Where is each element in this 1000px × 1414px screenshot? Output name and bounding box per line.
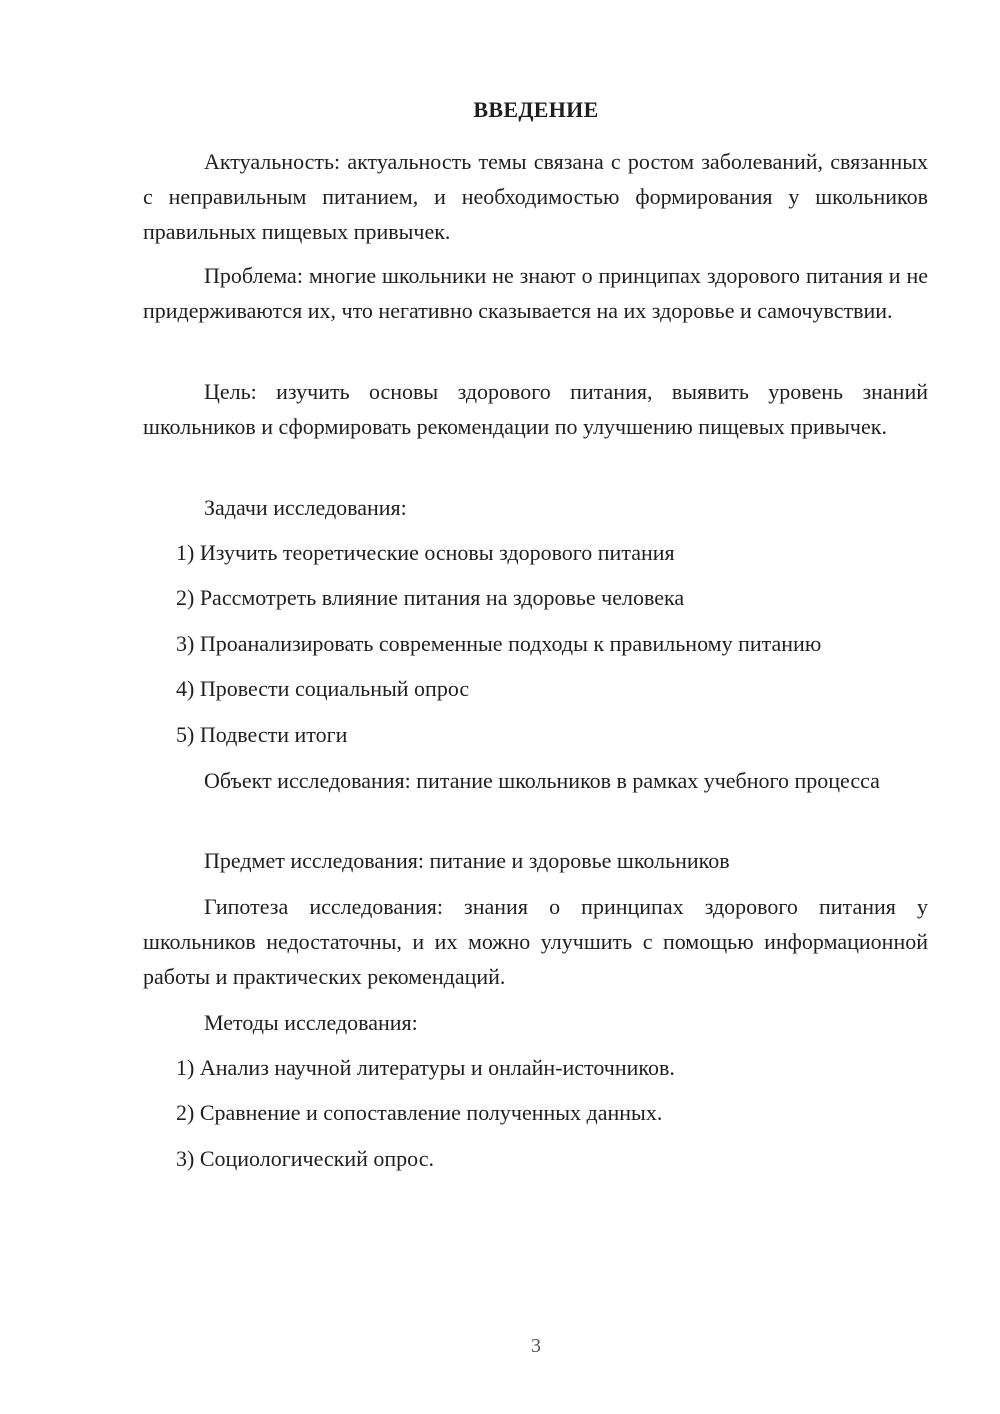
tasks-title: Задачи исследования: (204, 495, 407, 520)
paragraph-relevance: Актуальность: актуальность темы связана с ростом заболеваний, связанных с неправильным питанием, и необходимостью формирования у школьников правильных пищевых привычек. (143, 149, 928, 244)
paragraph-subject: Предмет исследования: питание и здоровье школьников (204, 848, 730, 873)
section-heading: ВВЕДЕНИЕ (473, 97, 599, 122)
task-item-3: 3) Проанализировать современные подходы к правильному питанию (176, 631, 822, 656)
paragraph-object: Объект исследования: питание школьников в рамках учебного процесса (204, 768, 880, 793)
task-item-2: 2) Рассмотреть влияние питания на здоровье человека (176, 585, 685, 610)
task-item-1: 1) Изучить теоретические основы здорового питания (176, 540, 675, 565)
method-item-1: 1) Анализ научной литературы и онлайн-источников. (176, 1055, 675, 1080)
paragraph-goal: Цель: изучить основы здорового питания, выявить уровень знаний школьников и сформировать рекомендации по улучшению пищевых привычек. (143, 379, 928, 439)
paragraph-hypothesis: Гипотеза исследования: знания о принципах здорового питания у школьников недостаточны, и их можно улучшить с помощью информационной работы и практических рекомендаций. (143, 894, 928, 989)
methods-title: Методы исследования: (204, 1010, 418, 1035)
task-item-4: 4) Провести социальный опрос (176, 676, 470, 701)
page-number: 3 (531, 1335, 541, 1357)
method-item-2: 2) Сравнение и сопоставление полученных данных. (176, 1100, 663, 1125)
paragraph-problem: Проблема: многие школьники не знают о принципах здорового питания и не придерживаются их, что негативно сказывается на их здоровье и самочувствии. (143, 263, 928, 323)
method-item-3: 3) Социологический опрос. (176, 1146, 434, 1171)
task-item-5: 5) Подвести итоги (176, 722, 348, 747)
